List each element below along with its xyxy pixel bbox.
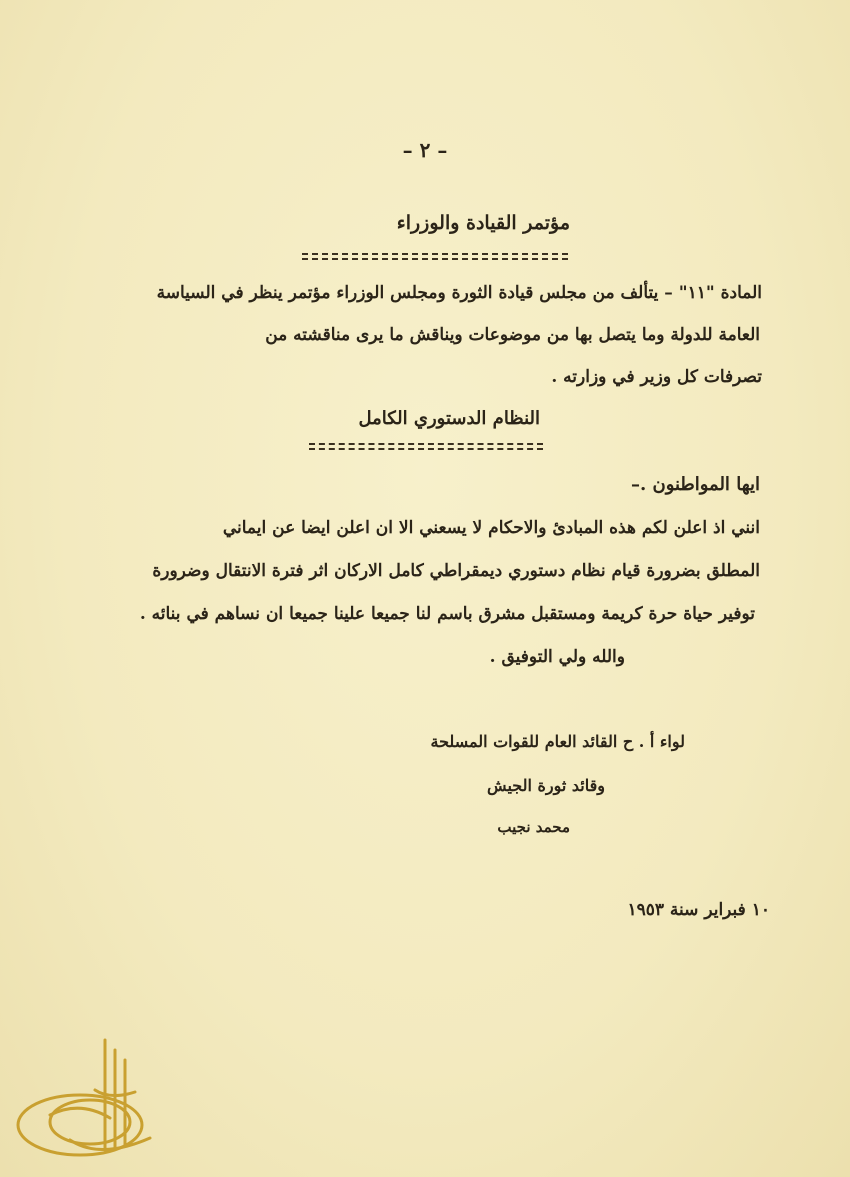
calligraphy-watermark-logo bbox=[10, 1030, 160, 1170]
body-line: توفير حياة حرة كريمة ومستقبل مشرق باسم لنا جميعا علينا جميعا ان نساهم في بنائه . bbox=[139, 604, 755, 624]
signature-title: لواء أ . ح القائد العام للقوات المسلحة bbox=[430, 732, 685, 751]
section-title-underline bbox=[302, 253, 568, 260]
closing-line: والله ولي التوفيق . bbox=[489, 647, 625, 667]
signature-name: محمد نجيب bbox=[497, 818, 570, 836]
article-line: تصرفات كل وزير في وزارته . bbox=[551, 367, 762, 387]
body-line: المطلق بضرورة قيام نظام دستوري ديمقراطي كامل الاركان اثر فترة الانتقال وضرورة bbox=[152, 561, 760, 581]
section-title: مؤتمر القيادة والوزراء bbox=[396, 212, 570, 234]
salutation: ايها المواطنون .– bbox=[630, 474, 760, 495]
body-line: انني اذ اعلن لكم هذه المبادئ والاحكام لا يسعني الا ان اعلن ايضا عن ايماني bbox=[222, 518, 760, 538]
page-number: – ٢ – bbox=[402, 138, 448, 162]
subtitle: النظام الدستوري الكامل bbox=[358, 408, 540, 429]
signature-role: وقائد ثورة الجيش bbox=[487, 776, 605, 795]
article-line: المادة "١١" – يتألف من مجلس قيادة الثورة ومجلس الوزراء مؤتمر ينظر في السياسة bbox=[156, 283, 762, 303]
subtitle-underline bbox=[309, 443, 543, 450]
document-date: ١٠ فبراير سنة ١٩٥٣ bbox=[627, 900, 770, 920]
article-line: العامة للدولة وما يتصل بها من موضوعات ويناقش ما يرى مناقشته من bbox=[265, 325, 760, 345]
